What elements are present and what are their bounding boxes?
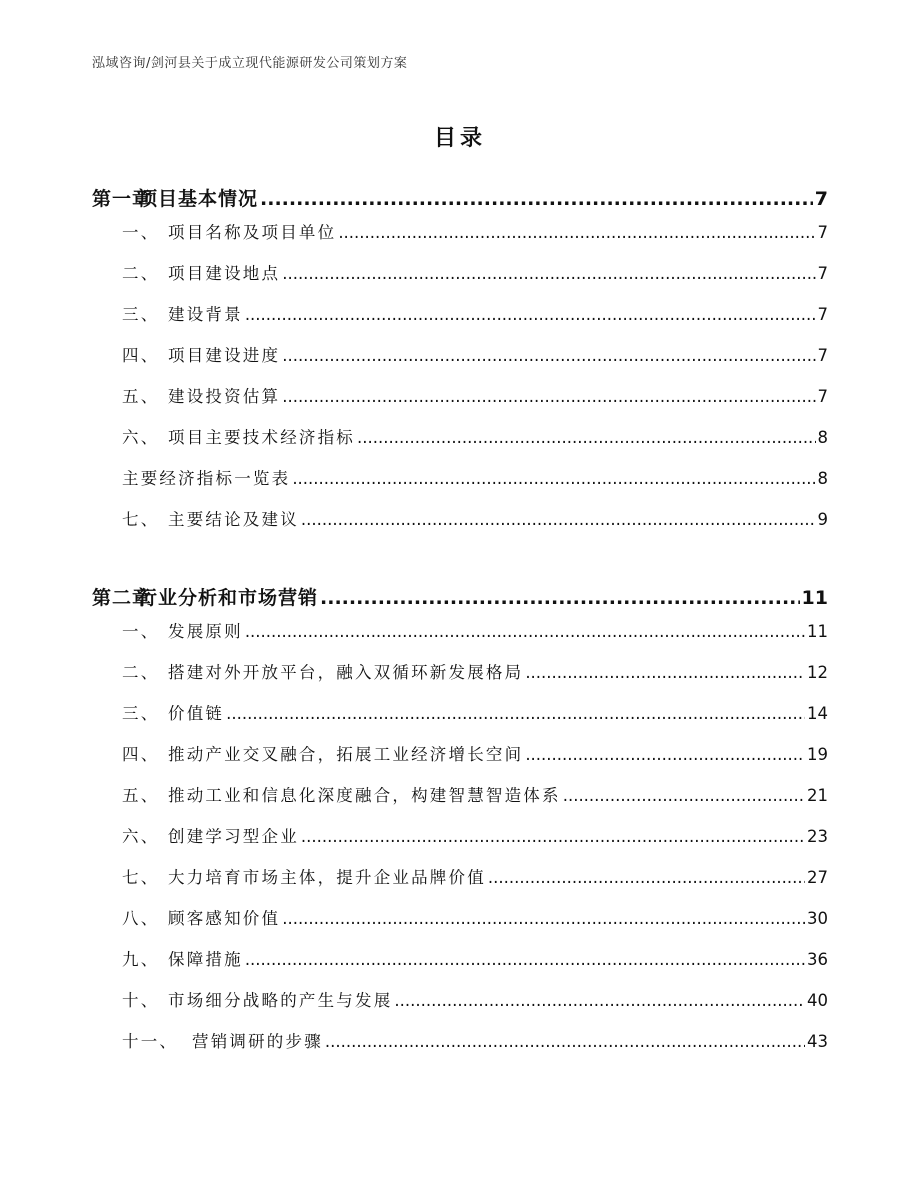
toc-entry[interactable] (122, 219, 828, 243)
toc-entry[interactable] (122, 905, 828, 929)
toc-page-number: 11 (801, 587, 828, 609)
toc-page-number: 7 (817, 223, 828, 242)
toc-label: 项目建设进度 (168, 346, 281, 365)
toc-entry[interactable] (122, 342, 828, 366)
toc-entry[interactable] (122, 700, 828, 724)
toc-entry[interactable] (122, 465, 828, 489)
toc-label: 项目主要技术经济指标 (168, 428, 355, 447)
toc-leader-dots (292, 469, 815, 488)
toc-number: 十一、 (122, 1032, 179, 1051)
toc-number: 第一章 (92, 188, 153, 210)
toc-page-number: 8 (817, 469, 828, 488)
toc-leader-dots (338, 223, 815, 242)
toc-leader-dots (245, 622, 805, 641)
toc-number: 八、 (122, 909, 160, 928)
toc-page-number: 21 (807, 786, 828, 805)
toc-leader-dots (325, 1032, 805, 1051)
toc-page-number: 43 (807, 1032, 828, 1051)
toc-page-number: 27 (807, 868, 828, 887)
toc-page-number: 11 (807, 622, 828, 641)
toc-leader-dots (282, 387, 815, 406)
toc-number: 五、 (122, 387, 160, 406)
toc-entry[interactable] (122, 618, 828, 642)
toc-page-number: 30 (807, 909, 828, 928)
toc-page-number: 8 (817, 428, 828, 447)
toc-entry[interactable] (122, 946, 828, 970)
toc-leader-dots (301, 827, 805, 846)
toc-page-number: 40 (807, 991, 828, 1010)
toc-leader-dots (260, 188, 813, 210)
toc-page-number: 23 (807, 827, 828, 846)
toc-label: 保障措施 (168, 950, 243, 969)
toc-label: 搭建对外开放平台，融入双循环新发展格局 (168, 663, 524, 682)
toc-number: 九、 (122, 950, 160, 969)
page-header: 泓域咨询/剑河县关于成立现代能源研发公司策划方案 (92, 56, 408, 71)
toc-number: 三、 (122, 305, 160, 324)
toc-page-number: 7 (814, 188, 828, 210)
toc-entry[interactable] (122, 383, 828, 407)
toc-chapter-1[interactable] (92, 184, 828, 211)
toc-leader-dots (488, 868, 805, 887)
toc-entry[interactable] (122, 260, 828, 284)
toc-label: 项目基本情况 (138, 188, 259, 210)
toc-number: 六、 (122, 428, 160, 447)
toc-label: 行业分析和市场营销 (138, 587, 319, 609)
toc-number: 四、 (122, 745, 160, 764)
toc-label: 建设背景 (168, 305, 243, 324)
toc-number: 二、 (122, 264, 160, 283)
toc-leader-dots (320, 587, 800, 609)
toc-label: 推动产业交叉融合，拓展工业经济增长空间 (168, 745, 524, 764)
toc-label: 推动工业和信息化深度融合，构建智慧智造体系 (168, 786, 561, 805)
toc-leader-dots (245, 950, 805, 969)
toc-page-number: 7 (817, 346, 828, 365)
toc-number: 二、 (122, 663, 160, 682)
toc-number: 一、 (122, 622, 160, 641)
toc-label: 营销调研的步骤 (192, 1032, 323, 1051)
toc-leader-dots (525, 663, 805, 682)
toc-entry[interactable] (122, 1028, 828, 1052)
toc-label: 创建学习型企业 (168, 827, 299, 846)
toc-leader-dots (245, 305, 816, 324)
toc-leader-dots (282, 264, 815, 283)
toc-page-number: 19 (807, 745, 828, 764)
toc-entry[interactable] (122, 424, 828, 448)
toc-label: 顾客感知价值 (168, 909, 281, 928)
toc-number: 第二章 (92, 587, 153, 609)
toc-page-number: 7 (817, 305, 828, 324)
toc-entry[interactable] (122, 782, 828, 806)
toc-page-number: 36 (807, 950, 828, 969)
toc-label: 价值链 (168, 704, 225, 723)
toc-title: 目录 (433, 126, 486, 151)
toc-number: 七、 (122, 868, 160, 887)
toc-label: 建设投资估算 (168, 387, 281, 406)
toc-leader-dots (301, 510, 816, 529)
toc-entry[interactable] (122, 823, 828, 847)
toc-leader-dots (282, 909, 805, 928)
toc-page-number: 12 (807, 663, 828, 682)
toc-label: 项目名称及项目单位 (168, 223, 337, 242)
toc-entry[interactable] (122, 301, 828, 325)
toc-label: 主要结论及建议 (168, 510, 299, 529)
toc-leader-dots (357, 428, 816, 447)
toc-number: 一、 (122, 223, 160, 242)
toc-entry[interactable] (122, 659, 828, 683)
toc-entry[interactable] (122, 987, 828, 1011)
toc-entry[interactable] (122, 864, 828, 888)
toc-label: 市场细分战略的产生与发展 (168, 991, 393, 1010)
toc-page-number: 7 (817, 387, 828, 406)
toc-leader-dots (525, 745, 805, 764)
toc-number: 四、 (122, 346, 160, 365)
toc-number: 六、 (122, 827, 160, 846)
toc-page-number: 14 (807, 704, 828, 723)
toc-label: 项目建设地点 (168, 264, 281, 283)
toc-label: 主要经济指标一览表 (122, 469, 291, 488)
toc-entry[interactable] (122, 506, 828, 530)
toc-leader-dots (282, 346, 815, 365)
toc-label: 发展原则 (168, 622, 243, 641)
toc-number: 十、 (122, 991, 160, 1010)
toc-entry[interactable] (122, 741, 828, 765)
toc-page-number: 9 (817, 510, 828, 529)
toc-leader-dots (563, 786, 805, 805)
toc-page-number: 7 (817, 264, 828, 283)
toc-chapter-2[interactable] (92, 583, 828, 610)
toc-number: 七、 (122, 510, 160, 529)
toc-leader-dots (394, 991, 805, 1010)
toc-number: 三、 (122, 704, 160, 723)
toc-number: 五、 (122, 786, 160, 805)
toc-leader-dots (226, 704, 805, 723)
toc-label: 大力培育市场主体，提升企业品牌价值 (168, 868, 486, 887)
